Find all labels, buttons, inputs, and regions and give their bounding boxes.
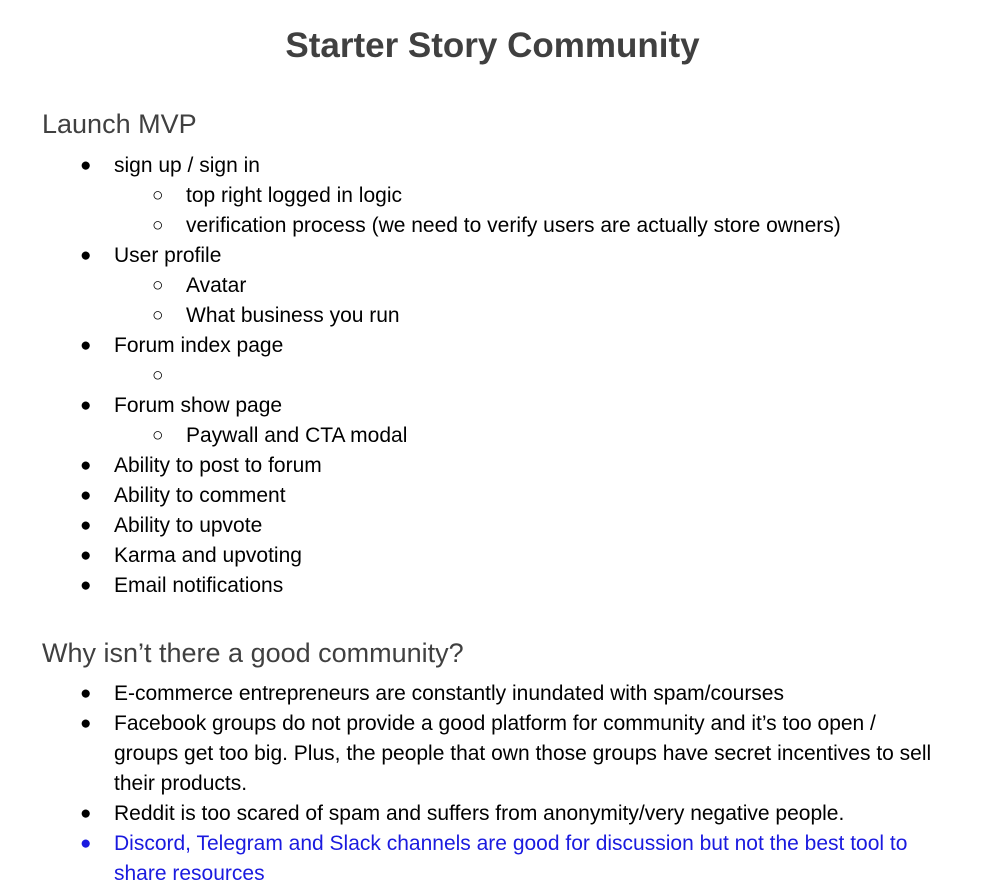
list-item	[80, 709, 944, 799]
list-item-text: Email notifications	[114, 574, 284, 597]
list-item	[80, 511, 974, 541]
bullet-marker: ●	[80, 803, 92, 824]
bullet-marker: ○	[152, 305, 164, 326]
list-item	[80, 799, 974, 829]
bullet-marker: ●	[80, 335, 92, 356]
bullet-marker: ○	[152, 215, 164, 236]
list-item-text: Ability to comment	[114, 484, 286, 507]
list-item-text: Paywall and CTA modal	[186, 424, 408, 447]
bullet-marker: ●	[80, 575, 92, 596]
bullet-marker: ○	[152, 425, 164, 446]
list-item	[80, 151, 974, 181]
list-item	[152, 301, 976, 331]
bullet-marker: ●	[80, 455, 92, 476]
list-item-text: E-commerce entrepreneurs are constantly inundated with spam/courses	[114, 682, 784, 705]
list-item	[80, 571, 974, 601]
list-item-text: Facebook groups do not provide a good platform for community and it’s too open / groups get too big. Plus, the people that own those groups have secret incentives to sell their products.	[114, 712, 932, 795]
list-item	[80, 451, 974, 481]
list-item	[80, 391, 974, 421]
list-item-text: Forum index page	[114, 334, 284, 357]
bullet-marker: ○	[152, 185, 164, 206]
bullet-marker: ●	[80, 683, 92, 704]
bullet-marker: ●	[80, 485, 92, 506]
list-item-text: sign up / sign in	[114, 154, 260, 177]
bullet-marker: ●	[80, 713, 92, 734]
list-item	[80, 331, 974, 361]
list-item-text: Avatar	[186, 274, 247, 297]
heading-why-community: Why isn’t there a good community?	[42, 638, 464, 668]
list-item-text: Discord, Telegram and Slack channels are good for discussion but not the best tool to share resources	[114, 832, 908, 885]
list-item	[152, 211, 976, 241]
list-item-text: Karma and upvoting	[114, 544, 302, 567]
list-item-text: What business you run	[186, 304, 400, 327]
bullet-marker: ●	[80, 245, 92, 266]
bullet-marker: ●	[80, 545, 92, 566]
list-item-text: Reddit is too scared of spam and suffers from anonymity/very negative people.	[114, 802, 845, 825]
list-item	[80, 679, 974, 709]
bullet-marker: ●	[80, 395, 92, 416]
list-item-text: top right logged in logic	[186, 184, 402, 207]
list-item	[152, 421, 976, 451]
list-item	[80, 541, 974, 571]
list-item-text: verification process (we need to verify users are actually store owners)	[186, 214, 841, 237]
list-item-text: Forum show page	[114, 394, 283, 417]
list-item	[80, 481, 974, 511]
bullet-marker: ○	[152, 275, 164, 296]
list-item-text: User profile	[114, 244, 222, 267]
bullet-marker: ●	[80, 515, 92, 536]
list-item	[80, 829, 959, 889]
heading-launch-mvp: Launch MVP	[42, 109, 197, 139]
list-item	[152, 271, 976, 301]
bullet-marker: ●	[80, 833, 92, 854]
list-item-text: Ability to post to forum	[114, 454, 322, 477]
list-item-text: Ability to upvote	[114, 514, 263, 537]
document-title: Starter Story Community	[285, 26, 700, 65]
bullet-marker: ○	[152, 365, 164, 386]
bullet-marker: ●	[80, 155, 92, 176]
list-item	[152, 181, 976, 211]
list-item	[80, 241, 974, 271]
